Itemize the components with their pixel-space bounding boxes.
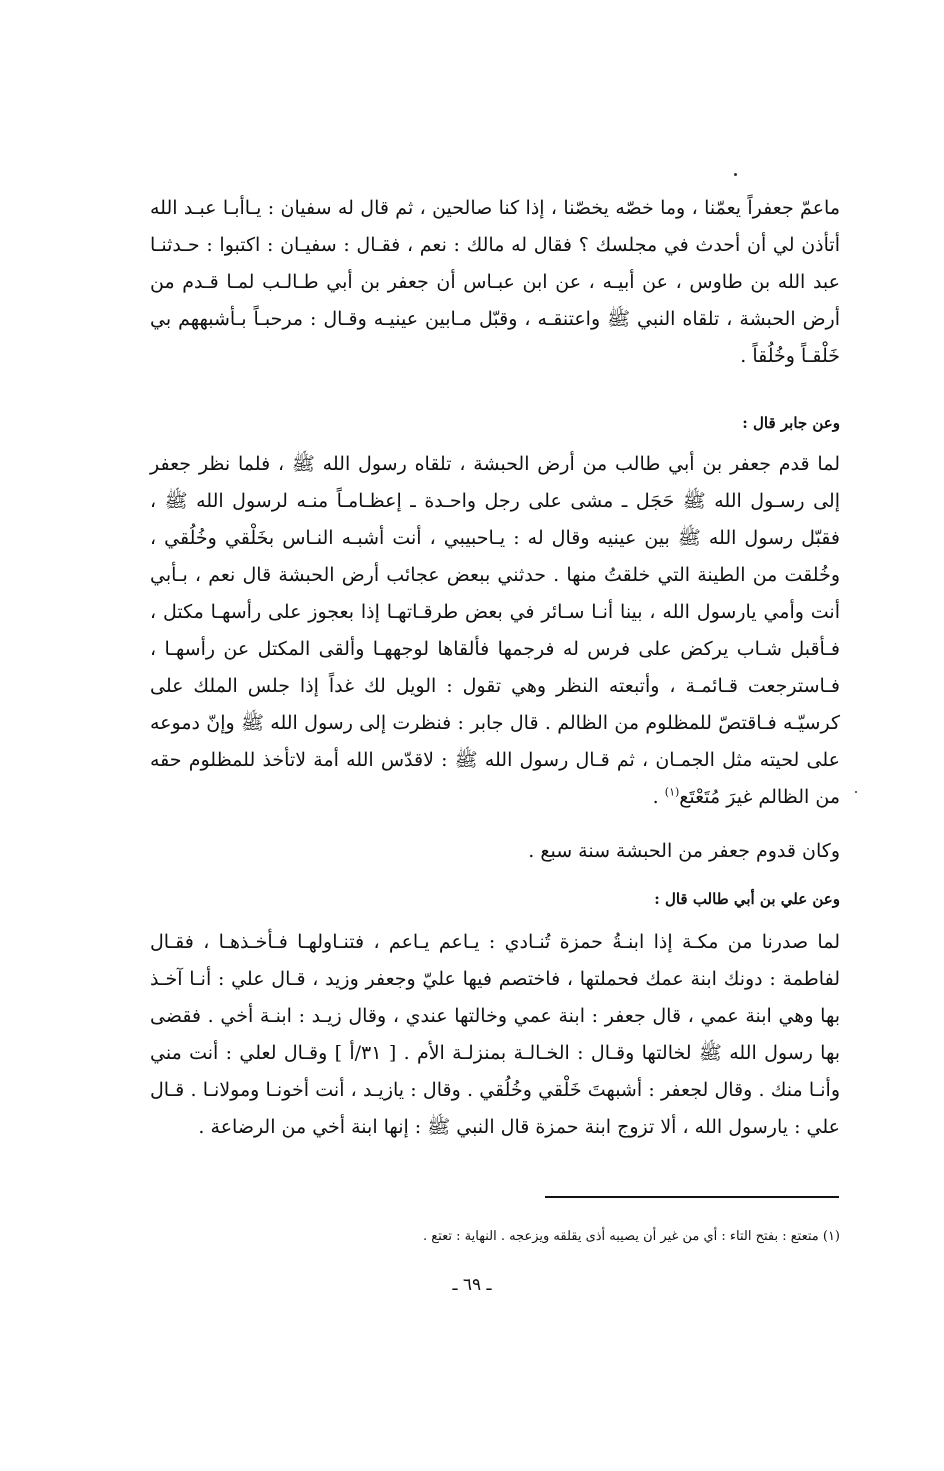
- paragraph-arrival-year: وكان قدوم جعفر من الحبشة سنة سبع .: [528, 840, 840, 862]
- subheading-jabir: وعن جابر قال :: [742, 414, 840, 432]
- footnote-separator: [545, 1196, 839, 1198]
- footnote-text: (١) متعتع : بفتح التاء : أي من غير أن يصيبه أذى يقلقه ويزعجه . النهاية : تعتع .: [423, 1229, 840, 1244]
- paragraph-jabir-text: لما قدم جعفر بن أبي طالب من أرض الحبشة ، تلقاه رسول الله ﷺ ، فلما نظر جعفر إلى رسـول الله ﷺ حَجَل ـ مشى على رجل واحـدة ـ إعظـامـاً منـه لرسول الله ﷺ ، فقبّل رسول الله ﷺ بين عينيه وقال له : يـاحبيبي ، أنت أشبـه النـاس بخَلْقي وخُلُقي ، وخُلقت من الطينة التي خلقتُ منها . حدثني ببعض عجائب أرض الحبشة قال نعم ، بـأبي أنت وأمي يارسول الله ، بينا أنـا سـائر في بعض طرقـاتهـا إذا بعجوز على رأسهـا مكتل ، فـأقبل شـاب يركض على فرس له فرجمها فألقاها لوجههـا وألقى المكتل عن رأسهـا ، فـاسترجعت قـائمـة ، وأتبعته النظر وهي تقول : الويل لك غداً إذا جلس الملك على كرسيّـه فـاقتصّ للمظلوم من الظالم . قال جابر : فنظرت إلى رسول الله ﷺ وإنّ دموعه على لحيته مثل الجمـان ، ثم قـال رسول الله ﷺ : لاقدّس الله أمة لاتأخذ للمظلوم حقه من الظالم غيرَ مُتَعْتَع: [150, 453, 840, 808]
- subheading-ali: وعن علي بن أبي طالب قال :: [654, 890, 840, 908]
- print-speck: [734, 173, 737, 176]
- footnote-marker: (١): [664, 785, 680, 799]
- paragraph-jabir-end: .: [652, 786, 665, 808]
- print-speck: [855, 791, 857, 793]
- paragraph-jabir-narration: [150, 446, 840, 816]
- page-number: ـ ٦٩ ـ: [452, 1275, 492, 1295]
- paragraph-ali-narration: لما صدرنا من مكـة إذا ابنـةُ حمزة تُنـادي : يـاعم يـاعم ، فتنـاولهـا فـأخـذهـا ، فقـال لفاطمة : دونك ابنة عمك فحملتها ، فاختصم فيها عليّ وجعفر وزيد ، قـال علي : أنـا آخـذ بها وهي ابنة عمي ، قال جعفر : ابنة عمي وخالتها عندي ، وقال زيـد : ابنـة أخي . فقضى بها رسول الله ﷺ لخالتها وقـال : الخـالـة بمنزلـة الأم . [ ٣١/أ ] وقـال لعلي : أنت مني وأنـا منك . وقال لجعفر : أشبهتَ خَلْقي وخُلُقي . وقال : يازيـد ، أنت أخونـا ومولانـا . قـال علي : يارسول الله ، ألا تزوج ابنة حمزة قال النبي ﷺ : إنها ابنة أخي من الرضاعة .: [150, 931, 840, 1138]
- paragraph-sufyan-narration: ماعمّ جعفراً يعمّنا ، وما خصّه يخصّنا ، إذا كنا صالحين ، ثم قال له سفيان : يـاأبـا عبـد الله أتأذن لي أن أحدث في مجلسك ؟ فقال له مالك : نعم ، فقـال : سفيـان : اكتبوا : حـدثنـا عبد الله بن طاوس ، عن أبيـه ، عن ابن عبـاس أن جعفر بن أبي طـالـب لمـا قـدم من أرض الحبشة ، تلقاه النبي ﷺ واعتنقـه ، وقبّل مـابين عينيـه وقـال : مرحبـاً بـأشبههم بي خَلْقـاً وخُلُقاً .: [150, 197, 840, 367]
